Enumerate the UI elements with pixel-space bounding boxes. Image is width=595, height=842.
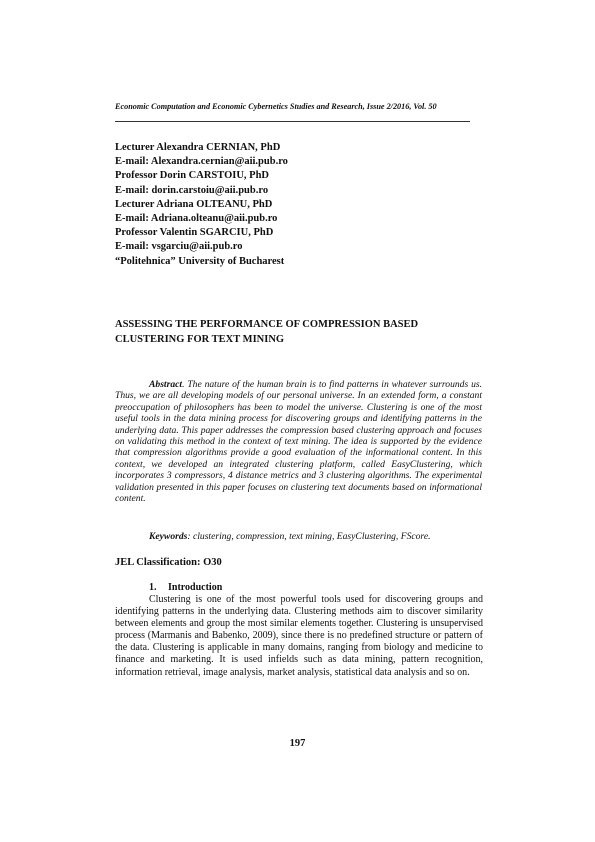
keywords-text: : clustering, compression, text mining, EasyClustering, FScore.	[187, 531, 431, 542]
title-line: ASSESSING THE PERFORMANCE OF COMPRESSION BASED	[115, 319, 419, 330]
section-number: 1.	[149, 582, 157, 593]
body-paragraph: Clustering is one of the most powerful tools used for discovering groups and identifying patterns in the underlying data. Clustering methods aim to discover similarity between elements and group the most similar elements together. Clustering is unsupervised process (Marmanis and Babenko, 2009), since there is no predefined structure or pattern of the data. Clustering is applicable in many domains, ranging from biology and medicine to finance and marketing. It is used infields such as data mining, pattern recognition, information retrieval, image analysis, market analysis, statistical data analysis and so on.	[115, 594, 483, 678]
abstract-label: Abstract	[149, 379, 183, 390]
page-number: 197	[289, 738, 306, 749]
keywords-label: Keywords	[149, 531, 188, 542]
section-heading	[149, 582, 222, 593]
author-line: Lecturer Alexandra CERNIAN, PhD	[115, 142, 281, 153]
author-line: Professor Dorin CARSTOIU, PhD	[115, 170, 270, 182]
section-title: Introduction	[168, 582, 223, 593]
paper-title	[115, 318, 490, 347]
keywords	[149, 531, 489, 542]
running-header: Economic Computation and Economic Cybernetics Studies and Research, Issue 2/2016, Vol. 50	[115, 102, 437, 111]
abstract	[115, 379, 482, 504]
author-email: E-mail: Alexandra.cernian@aii.pub.ro	[115, 156, 288, 168]
author-email: E-mail: vsgarciu@aii.pub.ro	[115, 241, 243, 253]
title-line: CLUSTERING FOR TEXT MINING	[115, 333, 285, 345]
jel-classification: JEL Classification: O30	[115, 557, 222, 568]
author-line: Professor Valentin SGARCIU, PhD	[115, 227, 274, 239]
abstract-text: . The nature of the human brain is to find patterns in whatever surrounds us. Thus, we are all developing models of our personal universe. In an extended form, a constant preoccupation of philosophers has been to model the universe. Clustering is one of the most useful tools in the data mining process for discovering groups and identifying patterns in the underlying data. This paper addresses the compression based clustering approach and focuses on validating this method in the context of text mining. The idea is supported by the evidence that compression algorithms provide a good evaluation of the informational content. In this context, we developed an integrated clustering platform, called EasyClustering, which incorporates 3 compressors, 4 distance metrics and 3 clustering algorithms. The experimental validation presented in this paper focuses on clustering text documents based on informational content.	[115, 379, 482, 505]
affiliation: “Politehnica” University of Bucharest	[115, 255, 285, 267]
author-email: E-mail: Adriana.olteanu@aii.pub.ro	[115, 213, 278, 225]
author-block	[115, 141, 475, 269]
author-line: Lecturer Adriana OLTEANU, PhD	[115, 198, 273, 210]
author-email: E-mail: dorin.carstoiu@aii.pub.ro	[115, 184, 269, 196]
header-rule	[115, 121, 470, 122]
